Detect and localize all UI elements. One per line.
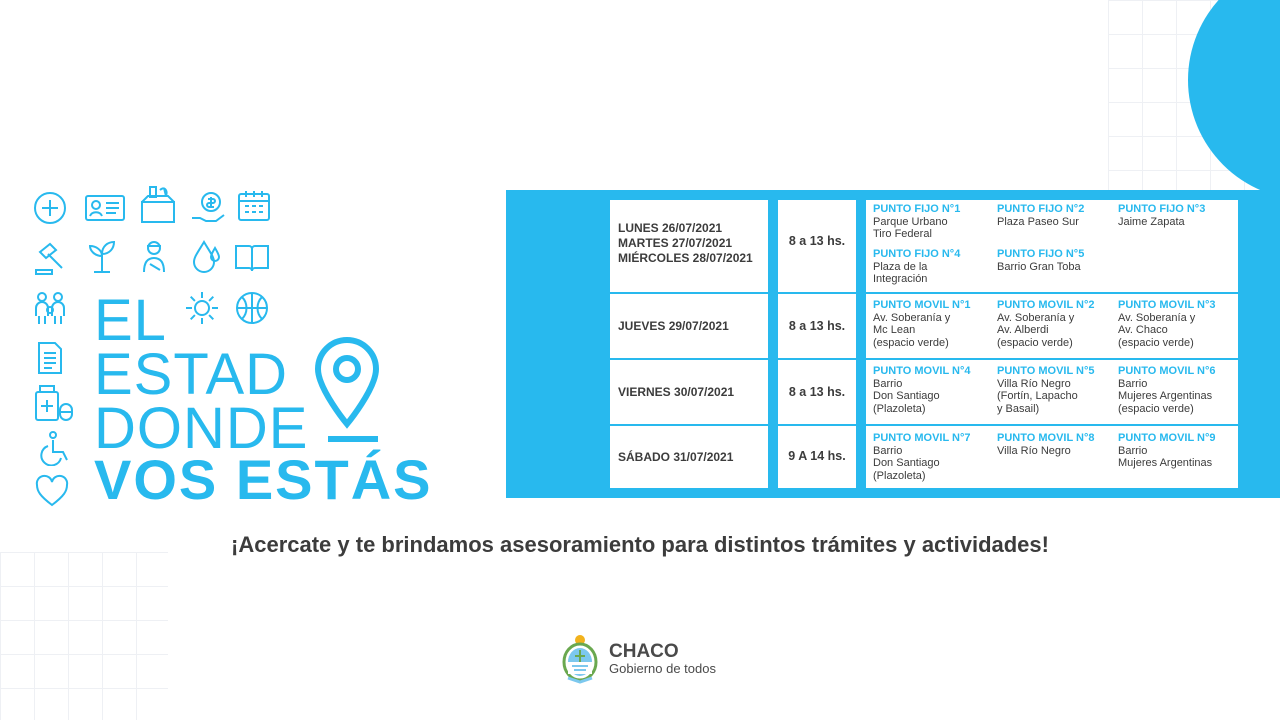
water-drop-icon: [188, 238, 224, 274]
document-icon: [32, 340, 68, 376]
gavel-icon: [32, 240, 68, 276]
chaco-crest-icon: [560, 632, 600, 684]
location-point: PUNTO MOVIL N°9 Barrio Mujeres Argentinas: [1118, 432, 1216, 470]
location-point: PUNTO FIJO N°5 Barrio Gran Toba: [997, 248, 1085, 273]
heart-icon: [34, 474, 70, 510]
money-hand-icon: [190, 190, 226, 226]
plus-circle-icon: [32, 190, 68, 226]
tagline: ¡Acercate y te brindamos asesoramiento para distintos trámites y actividades!: [231, 532, 1049, 557]
ball-icon: [234, 290, 270, 326]
location-point: PUNTO MOVIL N°4 Barrio Don Santiago (Plazoleta): [873, 365, 971, 415]
logo-subtitle: Gobierno de todos: [609, 661, 716, 676]
hours-label: 8 a 13 hs.: [788, 319, 846, 333]
location-point: PUNTO MOVIL N°7 Barrio Don Santiago (Plazoleta): [873, 432, 971, 482]
location-point: PUNTO MOVIL N°1 Av. Soberanía y Mc Lean (espacio verde): [873, 299, 971, 349]
row-divider: [866, 358, 1238, 360]
day-label: JUEVES 29/07/2021: [618, 319, 729, 333]
headline-line-4: VOS ESTÁS: [94, 448, 433, 511]
book-icon: [234, 240, 270, 276]
hours-cell-row-3: [778, 360, 856, 424]
family-icon: [32, 290, 68, 326]
location-pin-icon: [312, 336, 382, 448]
location-point: PUNTO FIJO N°2 Plaza Paseo Sur: [997, 203, 1085, 228]
row-divider: [866, 292, 1238, 294]
day-label: LUNES 26/07/2021: [618, 221, 723, 235]
calendar-icon: [236, 188, 272, 224]
location-point: PUNTO FIJO N°1 Parque Urbano Tiro Federal: [873, 203, 961, 241]
headline-line-3: DONDE: [94, 396, 309, 461]
location-point: PUNTO MOVIL N°8 Villa Río Negro: [997, 432, 1095, 457]
hours-cell-row-2: [778, 294, 856, 358]
logo-name: CHACO: [609, 641, 679, 662]
location-point: PUNTO MOVIL N°3 Av. Soberanía y Av. Chaco (espacio verde): [1118, 299, 1216, 349]
day-cell-row-4: [610, 426, 768, 488]
background-grid-bottom-left: [0, 552, 168, 720]
headline-line-2: ESTAD: [94, 342, 289, 407]
location-point: PUNTO FIJO N°4 Plaza de la Integración: [873, 248, 961, 286]
hours-label: 9 A 14 hs.: [788, 449, 846, 463]
location-point: PUNTO MOVIL N°6 Barrio Mujeres Argentinas (espacio verde): [1118, 365, 1216, 415]
hours-label: 8 a 13 hs.: [788, 234, 846, 248]
hours-cell-row-4: [778, 426, 856, 488]
groceries-box-icon: [138, 184, 178, 224]
day-cell-row-3: [610, 360, 768, 424]
worker-icon: [136, 238, 172, 274]
gear-icon: [184, 290, 220, 326]
day-label: VIERNES 30/07/2021: [618, 385, 735, 399]
medicine-icon: [32, 384, 74, 424]
location-point: PUNTO MOVIL N°2 Av. Soberanía y Av. Alberdi (espacio verde): [997, 299, 1095, 349]
day-label: SÁBADO 31/07/2021: [618, 450, 734, 464]
day-cell-row-2: [610, 294, 768, 358]
day-label: MIÉRCOLES 28/07/2021: [618, 251, 753, 265]
plant-icon: [84, 238, 120, 274]
location-point: PUNTO FIJO N°3 Jaime Zapata: [1118, 203, 1206, 228]
row-divider: [866, 424, 1238, 426]
hours-cell-row-1: [778, 200, 856, 292]
day-label: MARTES 27/07/2021: [618, 236, 733, 250]
location-point: PUNTO MOVIL N°5 Villa Río Negro (Fortín, Lapacho y Basail): [997, 365, 1095, 415]
id-card-icon: [84, 190, 126, 226]
wheelchair-icon: [34, 430, 70, 466]
hours-label: 8 a 13 hs.: [788, 385, 846, 399]
headline-line-1: EL: [94, 288, 167, 353]
day-cell-row-1: [610, 200, 768, 292]
